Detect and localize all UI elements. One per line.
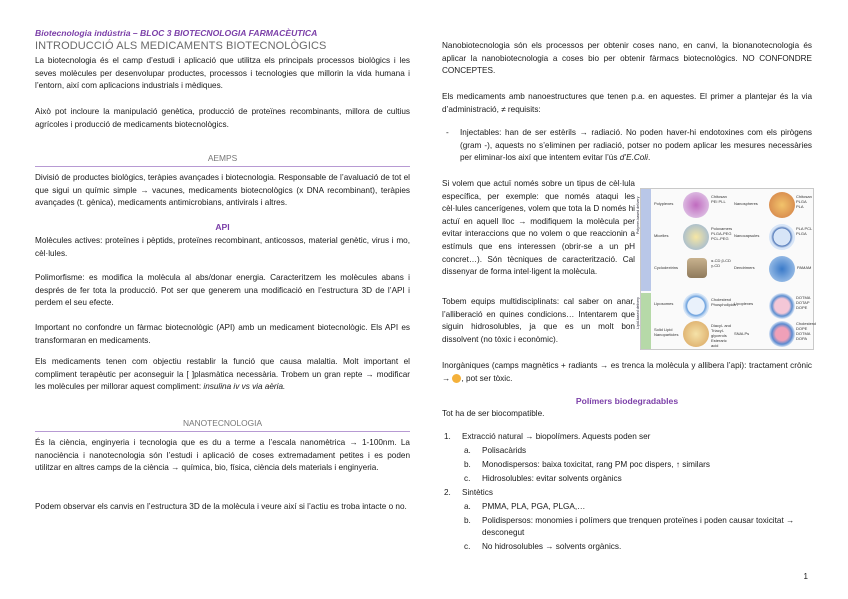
polymer-band (641, 189, 651, 291)
administration-paragraph: Els medicaments amb nanoestructures que tenen p.a. en aquestes. El primer a plantejar és la via d’administració, ≠ requisits: (442, 92, 812, 114)
lipid-band-label: Lipid-based delivery (636, 297, 640, 329)
targeting-paragraph: Si volem que actuï només sobre un tipus de cèl·lula específica, per exemple: que només ataqui les cèl·lules cancerígenes, volem que tota la D només hi actuï en aquell lloc → modifiquem la molècula per evitar interaccions que no volem o que reaccionin a estímuls que ens interessen (obrir-se a un pH concret…). Són tècniques de caracterització. Cal dissenyar de forma intel·ligent la molècula. (442, 179, 635, 277)
polymer-band-label: Polymer-based delivery (636, 196, 640, 234)
list-item: Polidispersos: monomies i polímers que trenquen proteïnes i poden causar toxicitat → desconegut (482, 516, 795, 537)
lipoplex-icon (769, 293, 795, 319)
document-title: INTRODUCCIÓ ALS MEDICAMENTS BIOTECNOLÒGICS (35, 40, 327, 52)
biocompatible-paragraph: Tot ha de ser biocompatible. (442, 409, 545, 418)
inorganic-text: Inorgàniques (camps magnètics + radiants → es trenca la molècula y allibera l’api): tractament crònic → (442, 361, 812, 383)
dendrimers-note: PAMAM (797, 265, 812, 270)
liposomes-label: Liposomes (654, 301, 674, 306)
nanosphere-icon (769, 192, 795, 218)
nanobiotech-paragraph: Nanobiotecnologia són els processos per obtenir coses nano, en canvi, la bionanotecnologia és aplicar la nanobiotecnologia a coses bio per obtenir fàrmacs biotecnològics. NO CONFONDRE CONCEPTES. (442, 41, 812, 76)
nanocarrier-figure (636, 188, 817, 350)
medicines-objective-text: Els medicaments tenen com objectiu restablir la funció que causa malaltia. Molt important el compliment terapèutic per aconseguir la [ ]plasmàtica necessària. Trobem un gran repte → modificar les molècules per millorar aquest compliment: (35, 357, 410, 392)
page-number: 1 (803, 572, 808, 581)
cyclodextrins-note: α-CD β-CD γ-CD (711, 258, 731, 268)
section-divider (35, 431, 410, 432)
structure-3d-paragraph: Podem observar els canvis en l’estructura 3D de la molècula i veure així si l’actiu es troba intacte o no. (35, 502, 407, 511)
aemps-heading: AEMPS (207, 153, 238, 163)
multidisciplinary-paragraph: Tobem equips multidisciplinats: cal saber on anar, l’alliberació en quines condicions… Intentarem que siguin hidrosolubles, ja que es un molt bon dissolvent (no tòxic i econòmic). (442, 297, 635, 344)
lipid-band (641, 293, 651, 349)
medicines-objective-paragraph (35, 356, 410, 394)
inorganic-end: , pot ser tòxic. (461, 373, 513, 383)
nanospheres-note: Chitosan PLGA PLA (796, 194, 812, 209)
inorganic-paragraph (442, 360, 812, 385)
document-subtitle: Biotecnologia indústria – BLOC 3 BIOTECNOLOGIA FARMACÈUTICA (35, 28, 318, 38)
api-heading: API (215, 222, 230, 232)
snalp-icon (769, 321, 795, 347)
nanotech-paragraph: És la ciència, enginyeria i tecnologia que es du a terme a l’escala nanomètrica → 1-100nm. La nanociència i nanotecnologia són l’estudi i aplicació de coses extremadament petites i es poden utilitzar en altres camps de la ciència → química, bio, física, ciència dels materials i enginyeria. (35, 438, 410, 473)
lipoplexes-note: DOTMA DOTAP DOPE (796, 295, 811, 310)
nanocapsules-note: PLA PCL PLGA (796, 226, 813, 236)
nanotech-heading: NANOTECNOLOGIA (182, 418, 263, 428)
bullet-marker: - (446, 128, 449, 137)
nanocapsule-icon (769, 224, 795, 250)
polyplexes-note: Chitosan PEI PLL (711, 194, 727, 204)
polymorphism-paragraph: Polimorfisme: es modifica la molècula al abs/donar energia. Caracteritzem les molècules abans i després de fer tota la producció. Pot ser que generem una modificació en l’estructura 3D de l’API i perdem el seu efecte. (35, 273, 410, 308)
section-divider (35, 166, 410, 167)
sln-note: Diacyl- and Triacyl-glycerols Esteraric acid (711, 323, 732, 348)
nanospheres-label: Nanospheres (734, 201, 758, 206)
lipoplexes-label: Lipoplexes (734, 301, 754, 306)
aemps-paragraph: Divisió de productes biològics, teràpies avançades i biotecnologia. Responsable de l’avaluació de tot el que sigui un químic simple → vacunes, medicaments biotecnològics (x DNA recombinant), teràpies avançades (t. gènica), medicaments antimicrobians, antivirals i altres. (35, 173, 410, 208)
injectables-text: Injectables: han de ser estèrils → radiació. No poden haver-hi endotoxines com els pirògens (gram -), aquests no s’eliminen per radiació, potser no podem aplicar les mesures necessàries per eliminar-los així que intentem evitar l’ús (460, 128, 812, 163)
micelles-label: Micelles (654, 233, 669, 238)
api-vs-medicine-paragraph: Important no confondre un fàrmac biotecnològic (API) amb un medicament biotecnològic. Els API es transformaran en medicaments. (35, 323, 410, 345)
injectables-paragraph (460, 127, 812, 165)
list-marker: c. (464, 474, 471, 483)
nanocapsules-label: Nanocapsules (734, 233, 760, 238)
list-marker: 1. (444, 432, 451, 441)
list-item: PMMA, PLA, PGA, PLGA,… (482, 502, 586, 511)
list-marker: b. (464, 516, 471, 525)
biodegradable-polymers-heading: Polímers biodegradables (575, 396, 679, 406)
list-marker: a. (464, 502, 471, 511)
polyplex-icon (683, 192, 709, 218)
intro-paragraph: La biotecnologia és el camp d’estudi i aplicació que utilitza els principals processos biològics i les seves molècules per desenvolupar productes, processos i tecnologies que millorin la vida humana i l’entorn, així com aplicacions industrials i mèdiques. (35, 56, 410, 91)
list-item: No hidrosolubles → solvents orgànics. (482, 542, 622, 551)
list-item: Polisacàrids (482, 446, 527, 455)
list-marker: 2. (444, 488, 451, 497)
sln-label: Solid Lipid Nanoparticles (654, 327, 679, 337)
micelles-note: Poloxamers PLGA-PEG PCL-PEG (711, 226, 733, 241)
list-item: Sintètics (462, 488, 493, 497)
micelle-icon (683, 224, 709, 250)
polyplexes-label: Polyplexes (654, 201, 674, 206)
liposome-icon (683, 293, 709, 319)
dendrimer-icon (769, 256, 795, 282)
list-item: Hidrosolubles: evitar solvents orgànics (482, 474, 622, 483)
liposomes-note: Cholesterol Phospholipids (711, 297, 736, 307)
sln-icon (683, 321, 709, 347)
cyclodextrin-icon (687, 258, 707, 278)
cyclodextrins-label: Cyclodextrins (654, 265, 679, 270)
list-marker: b. (464, 460, 471, 469)
list-item: Monodispersos: baixa toxicitat, rang PM poc dispers, ↑ similars (482, 460, 710, 469)
ecoli-note: d’E.Coli (619, 153, 648, 163)
biotech-scope-paragraph: Això pot incloure la manipulació genètica, producció de proteïnes recombinants, millora de cultius agrícoles i producció de medicaments biotecnològics. (35, 107, 410, 129)
list-marker: c. (464, 542, 471, 551)
api-paragraph: Molècules actives: proteïnes i pèptids, proteïnes recombinant, anticossos, material genètic, virus i mo, cèl·lules. (35, 236, 410, 258)
list-marker: a. (464, 446, 471, 455)
snalps-note: Cholesterol DOPE DOTMA DOPA (796, 321, 817, 341)
list-item: Extracció natural → biopolímers. Aquests poden ser (462, 432, 651, 441)
injectables-end: . (647, 153, 651, 163)
insulin-note: insulina iv vs via aèria. (203, 382, 286, 392)
snalps-label: SNALPs (734, 331, 750, 336)
dendrimers-label: Dendrimers (734, 265, 755, 270)
